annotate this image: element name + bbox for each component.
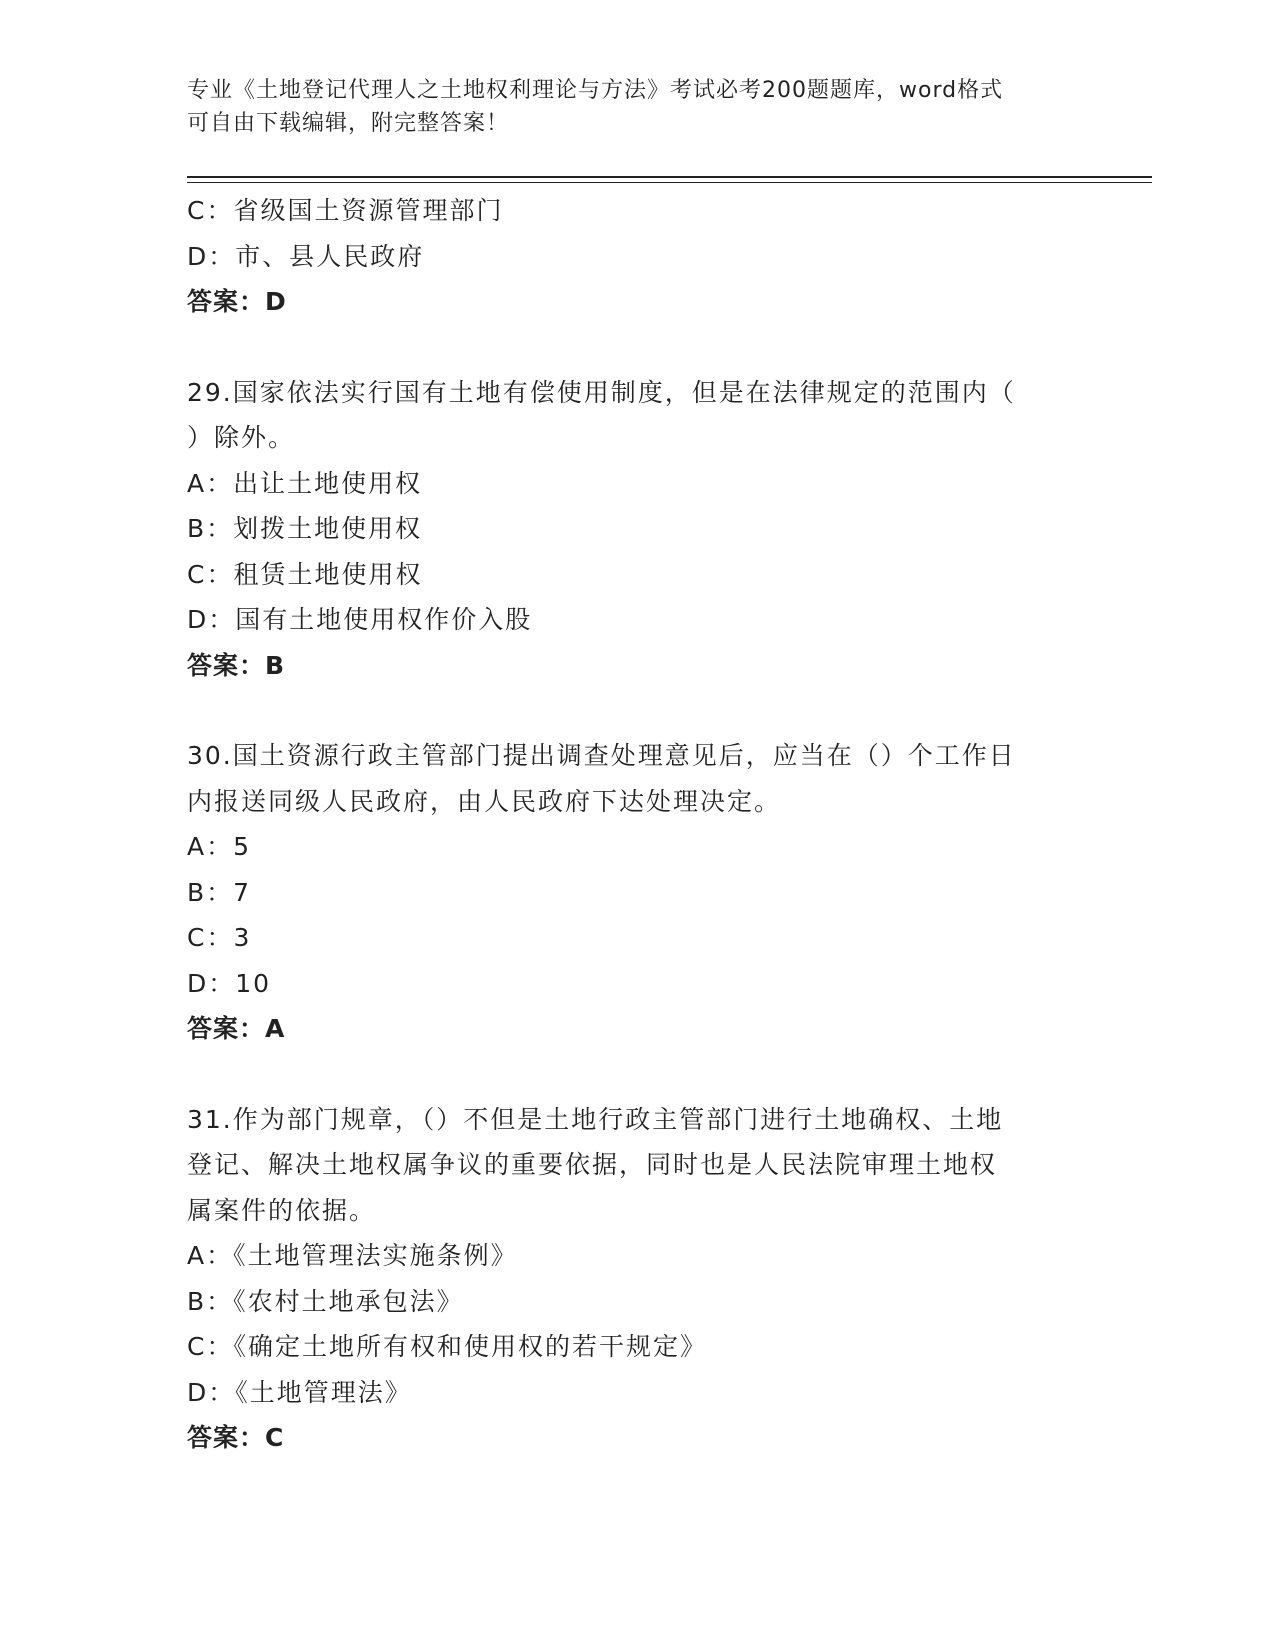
question-stem: 属案件的依据。 [187, 1195, 377, 1225]
header-divider-thick [187, 176, 1152, 178]
question-stem: 内报送同级人民政府，由人民政府下达处理决定。 [187, 786, 782, 816]
document-header [187, 74, 1067, 140]
option-b: B：7 [187, 877, 252, 907]
option-c: C：3 [187, 923, 252, 952]
option-b: B：划拨土地使用权 [187, 514, 423, 543]
option-d: D：国有土地使用权作价入股 [187, 605, 533, 634]
option-c: C：《确定土地所有权和使用权的若干规定》 [187, 1332, 707, 1361]
option-d: D：市、县人民政府 [187, 241, 425, 271]
option-b: B：《农村土地承包法》 [187, 1286, 464, 1316]
question-block-29 [187, 370, 1087, 689]
option-c: C：租赁土地使用权 [187, 559, 423, 589]
question-list [187, 188, 1087, 1461]
option-a: A：《土地管理法实施条例》 [187, 1241, 518, 1270]
option-d: D：《土地管理法》 [187, 1377, 412, 1407]
header-line-2: 可自由下载编辑，附完整答案！ [187, 111, 510, 136]
spacer [187, 688, 1087, 733]
option-a: A：出让土地使用权 [187, 468, 423, 498]
answer-line: 答案：C [187, 1423, 285, 1452]
question-block-partial [187, 188, 1087, 325]
question-block-31 [187, 1097, 1087, 1461]
question-stem: ）除外。 [187, 423, 296, 452]
spacer [187, 1052, 1087, 1097]
spacer [187, 325, 1087, 370]
option-d: D：10 [187, 968, 272, 998]
question-block-30 [187, 733, 1087, 1052]
option-a: A：5 [187, 832, 252, 861]
question-stem: 31.作为部门规章，（）不但是土地行政主管部门进行土地确权、土地 [187, 1104, 1004, 1134]
header-line-1: 专业《土地登记代理人之土地权利理论与方法》考试必考200题题库，word格式 [187, 78, 1004, 103]
question-stem: 登记、解决土地权属争议的重要依据，同时也是人民法院审理土地权 [187, 1150, 998, 1179]
header-divider-thin [187, 182, 1152, 183]
question-stem: 30.国土资源行政主管部门提出调查处理意见后，应当在（）个工作日 [187, 741, 1016, 770]
option-c: C：省级国土资源管理部门 [187, 196, 504, 225]
question-stem: 29.国家依法实行国有土地有偿使用制度，但是在法律规定的范围内（ [187, 377, 1016, 407]
answer-line: 答案：B [187, 650, 286, 680]
answer-line: 答案：D [187, 287, 287, 316]
answer-line: 答案：A [187, 1014, 286, 1043]
